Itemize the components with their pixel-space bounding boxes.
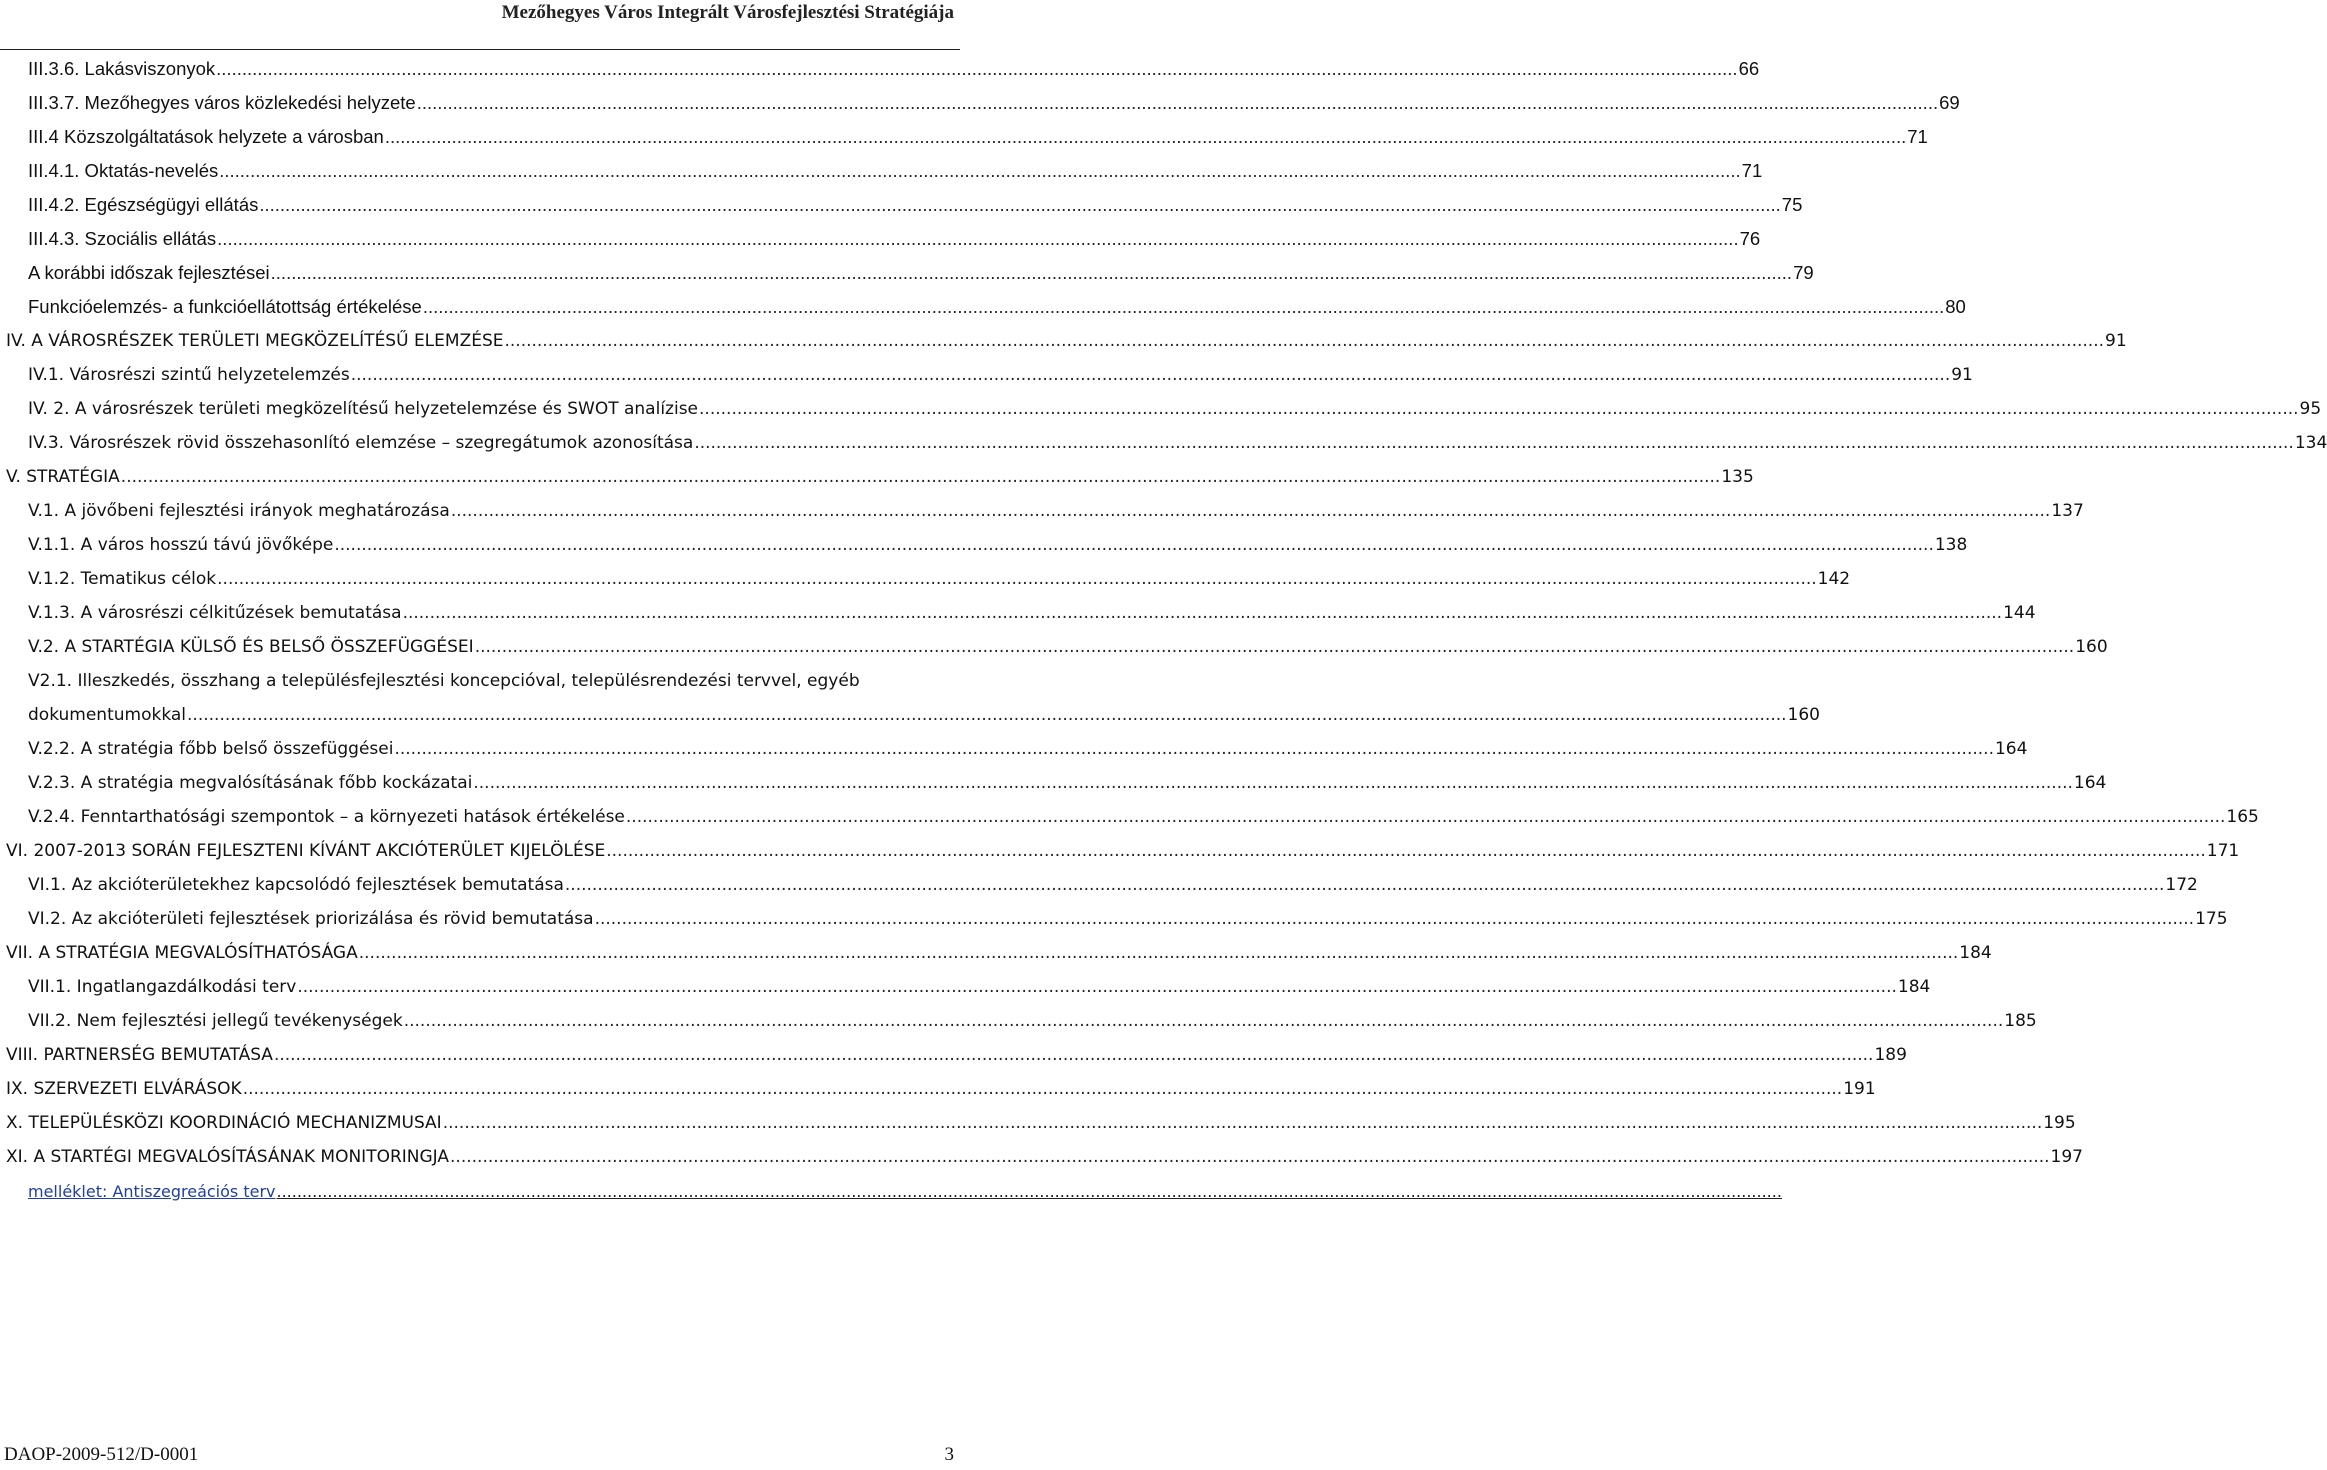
toc-entry-title-line1[interactable]: V2.1. Illeszkedés, összhang a településfejlesztési koncepcióval, településrendezési tervvel, egyéb (28, 671, 860, 691)
toc-leader-dots (271, 262, 1792, 284)
toc-leader-dots (423, 296, 1944, 318)
toc-entry-page: 69 (1939, 92, 1960, 113)
toc-leader-dots (217, 569, 1817, 589)
toc-leader-dots (259, 194, 1780, 216)
toc-leader-dots (217, 228, 1738, 250)
toc-entry-page: 164 (2073, 773, 2107, 793)
toc-leader-dots (565, 875, 2165, 895)
toc-leader-dots (451, 501, 2051, 521)
toc-entry-page: 134 (2294, 433, 2327, 453)
toc-entry-page: 138 (1934, 535, 1968, 555)
toc-leader-dots (403, 603, 2003, 623)
toc-entry[interactable] (28, 597, 2036, 629)
toc-entry-title: VII.2. Nem fejlesztési jellegű tevékenységek (28, 1011, 403, 1031)
toc-entry-page: 71 (1907, 126, 1928, 147)
toc-entry-page: 160 (1787, 705, 1820, 725)
toc-entry-title: IV. A VÁROSRÉSZEK TERÜLETI MEGKÖZELÍTÉSŰ ELEMZÉSE (6, 331, 504, 351)
toc-leader-dots (274, 1045, 1874, 1065)
toc-entry[interactable] (28, 291, 1966, 323)
toc-entry[interactable] (28, 189, 1803, 221)
toc-entry-title: VI.1. Az akcióterületekhez kapcsolódó fejlesztések bemutatása (28, 875, 564, 895)
toc-entry-page: 75 (1781, 194, 1803, 215)
toc-entry-page: 184 (1897, 977, 1931, 997)
toc-leader-dots (595, 909, 2195, 929)
toc-leader-dots (277, 1182, 1782, 1201)
toc-entry-title: VII.1. Ingatlangazdálkodási terv (28, 977, 297, 997)
toc-entry-title: V.1. A jövőbeni fejlesztési irányok meghatározása (28, 501, 450, 521)
toc-leader-dots (606, 841, 2206, 861)
toc-entry-page: 71 (1741, 160, 1763, 181)
toc-entry[interactable] (6, 325, 2127, 357)
toc-entry[interactable] (28, 87, 1960, 119)
toc-entry[interactable] (28, 495, 2084, 527)
toc-entry-page: 195 (2043, 1113, 2076, 1133)
toc-entry-page: 184 (1959, 943, 1992, 963)
appendix-link[interactable] (28, 1175, 884, 1207)
toc-entry[interactable] (6, 1141, 2083, 1173)
document-title: Mezőhegyes Város Integrált Városfejlesztési Stratégiája (501, 2, 954, 23)
toc-entry[interactable] (28, 699, 1820, 731)
toc-entry[interactable] (28, 155, 1763, 187)
toc-entry-page: 175 (2195, 909, 2228, 929)
toc-entry-title: III.4.3. Szociális ellátás (28, 228, 217, 249)
toc-leader-dots (243, 1079, 1843, 1099)
toc-entry-page: 185 (2004, 1011, 2037, 1031)
toc-entry-page: 160 (2075, 637, 2108, 657)
toc-entry[interactable] (28, 257, 1814, 289)
toc-entry-page: 91 (1951, 365, 1973, 385)
toc-entry-page: 144 (2003, 603, 2036, 623)
toc-leader-dots (394, 739, 1994, 759)
toc-entry[interactable] (6, 1107, 2076, 1139)
toc-entry[interactable] (28, 121, 1928, 153)
toc-entry-title: V.2.3. A stratégia megvalósításának főbb kockázatai (28, 773, 473, 793)
toc-entry-page: 95 (2299, 399, 2322, 419)
toc-leader-dots (359, 943, 1959, 963)
footer-project-code: DAOP-2009-512/D-0001 (4, 1444, 199, 1465)
toc-entry-title: III.3.7. Mezőhegyes város közlekedési helyzete (28, 92, 416, 113)
toc-entry-title: melléklet: Antiszegreációs terv (28, 1181, 276, 1201)
toc-entry-title: VIII. PARTNERSÉG BEMUTATÁSA (6, 1045, 273, 1065)
toc-entry-title: VI.2. Az akcióterületi fejlesztések priorizálása és rövid bemutatása (28, 909, 594, 929)
page-header (0, 0, 960, 50)
toc-entry[interactable] (28, 529, 1968, 561)
toc-leader-dots (334, 535, 1934, 555)
toc-leader-dots (297, 977, 1897, 997)
toc-entry[interactable] (28, 971, 1931, 1003)
toc-entry-page: 164 (1994, 739, 2028, 759)
toc-entry-title: IV.3. Városrészek rövid összehasonlító elemzése – szegregátumok azonosítása (28, 433, 694, 453)
toc-entry-title: VI. 2007-2013 SORÁN FEJLESZTENI KÍVÁNT AKCIÓTERÜLET KIJELÖLÉSE (6, 841, 606, 861)
footer-page-number: 3 (944, 1444, 954, 1465)
toc-entry-title: IV. 2. A városrészek területi megközelítésű helyzetelemzése és SWOT analízise (28, 399, 699, 419)
toc-entry[interactable] (28, 223, 1761, 255)
toc-entry-title: XI. A STARTÉGI MEGVALÓSÍTÁSÁNAK MONITORINGJA (6, 1147, 450, 1167)
toc-entry-page: 137 (2051, 501, 2084, 521)
toc-entry[interactable] (28, 53, 1760, 85)
toc-entry-page: 91 (2105, 331, 2127, 351)
toc-entry-title: III.4.2. Egészségügyi ellátás (28, 194, 259, 215)
toc-entry-title: VII. A STRATÉGIA MEGVALÓSÍTHATÓSÁGA (6, 943, 358, 963)
toc-entry-page: 79 (1793, 262, 1814, 283)
toc-entry-title: III.3.6. Lakásviszonyok (28, 58, 216, 79)
toc-entry-title: III.4.1. Oktatás-nevelés (28, 160, 219, 181)
toc-entry[interactable] (6, 1039, 1907, 1071)
toc-entry-title: A korábbi időszak fejlesztései (28, 262, 270, 283)
toc-entry-page: 135 (1721, 467, 1754, 487)
toc-leader-dots (443, 1113, 2043, 1133)
toc-entry-page: 80 (1945, 296, 1966, 317)
toc-entry-title: Funkcióelemzés- a funkcióellátottság értékelése (28, 296, 422, 317)
toc-entry-page: 171 (2206, 841, 2240, 861)
toc-entry-page: 142 (1817, 569, 1851, 589)
toc-entry-title: IV.1. Városrészi szintű helyzetelemzés (28, 365, 350, 385)
toc-leader-dots (699, 399, 2299, 419)
toc-entry-page: 66 (1738, 58, 1760, 79)
toc-entry-page: 197 (2050, 1147, 2083, 1167)
toc-leader-dots (504, 331, 2104, 351)
toc-entry[interactable] (28, 563, 1851, 595)
toc-entry-page: 189 (1874, 1045, 1907, 1065)
toc-entry[interactable] (28, 427, 2327, 459)
toc-leader-dots (473, 773, 2073, 793)
toc-entry[interactable] (6, 1073, 1876, 1105)
toc-entry-title: IX. SZERVEZETI ELVÁRÁSOK (6, 1079, 242, 1099)
toc-entry-title: dokumentumokkal (28, 705, 187, 725)
toc-leader-dots (351, 365, 1951, 385)
toc-leader-dots (216, 58, 1737, 80)
toc-entry-title: V. STRATÉGIA (6, 467, 120, 487)
toc-entry[interactable] (28, 903, 2228, 935)
toc-entry-title: V.2.2. A stratégia főbb belső összefüggései (28, 739, 394, 759)
toc-leader-dots (475, 637, 2075, 657)
toc-leader-dots (417, 92, 1938, 114)
toc-entry-title: III.4 Közszolgáltatások helyzete a városban (28, 126, 384, 147)
toc-entry-title: V.2. A STARTÉGIA KÜLSŐ ÉS BELSŐ ÖSSZEFÜGGÉSEI (28, 637, 474, 657)
toc-entry[interactable] (6, 937, 1992, 969)
toc-entry-title: V.1.3. A városrészi célkitűzések bemutatása (28, 603, 402, 623)
toc-entry-title: X. TELEPÜLÉSKÖZI KOORDINÁCIÓ MECHANIZMUSAI (6, 1113, 442, 1133)
toc-leader-dots (404, 1011, 2004, 1031)
toc-entry[interactable] (28, 733, 2028, 765)
toc-leader-dots (450, 1147, 2050, 1167)
toc-leader-dots (187, 705, 1787, 725)
toc-entry[interactable] (6, 835, 2240, 867)
toc-leader-dots (385, 126, 1906, 148)
toc-leader-dots (626, 807, 2226, 827)
toc-entry[interactable] (6, 461, 1754, 493)
toc-entry[interactable] (28, 359, 1973, 391)
toc-entry-title: V.1.1. A város hosszú távú jövőképe (28, 535, 334, 555)
toc-entry-page: 172 (2165, 875, 2198, 895)
toc-entry-page: 76 (1739, 228, 1761, 249)
toc-entry[interactable] (28, 631, 2108, 663)
toc-entry-page: 165 (2226, 807, 2259, 827)
toc-leader-dots (121, 467, 1721, 487)
toc-entry[interactable] (28, 767, 2107, 799)
toc-leader-dots (219, 160, 1740, 182)
toc-entry[interactable] (28, 869, 2198, 901)
toc-entry-page: 191 (1843, 1079, 1876, 1099)
toc-entry-title: V.1.2. Tematikus célok (28, 569, 217, 589)
toc-leader-dots (694, 433, 2294, 453)
toc-entry[interactable] (28, 393, 2322, 425)
toc-entry[interactable] (28, 1005, 2037, 1037)
toc-entry-title: V.2.4. Fenntarthatósági szempontok – a környezeti hatások értékelése (28, 807, 625, 827)
toc-entry[interactable] (28, 801, 2259, 833)
